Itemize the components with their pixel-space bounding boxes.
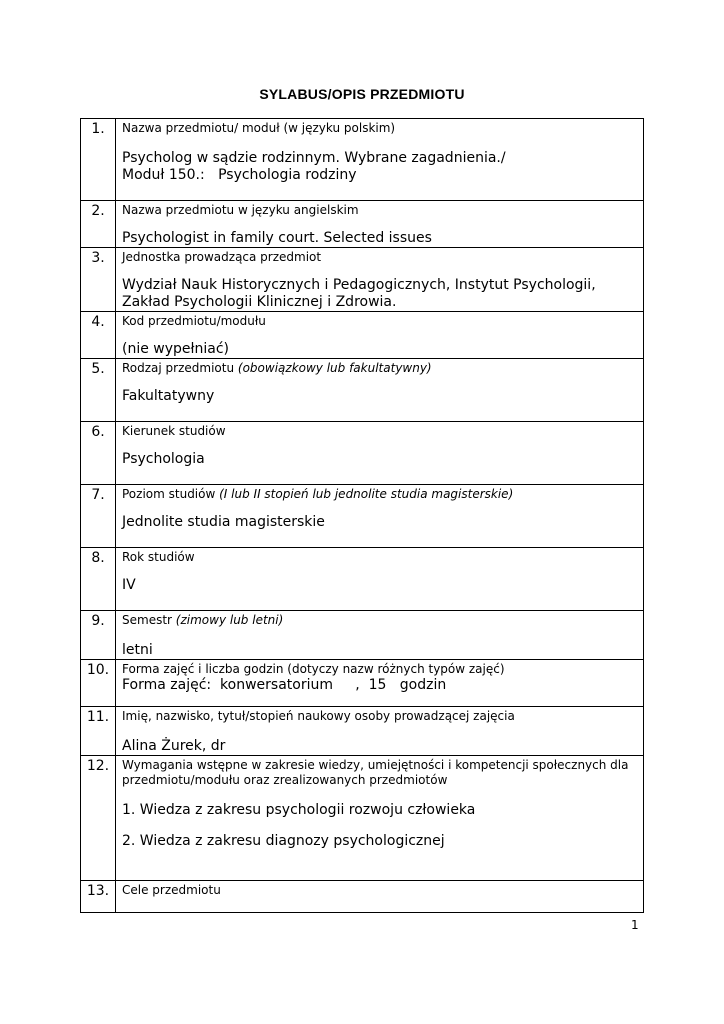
field-label: Semestr (zimowy lub letni): [122, 613, 284, 627]
syllabus-table: [80, 118, 644, 913]
page-number: 1: [631, 918, 639, 932]
row-content: [116, 485, 644, 548]
field-value: Fakultatywny: [122, 388, 215, 404]
table-row: [81, 119, 644, 201]
table-row: [81, 312, 644, 359]
row-content: [116, 707, 644, 756]
table-row: [81, 756, 644, 881]
field-label: Forma zajęć i liczba godzin (dotyczy nazw różnych typów zajęć): [122, 662, 505, 676]
row-number: 10.: [81, 660, 116, 707]
row-content: [116, 359, 644, 422]
row-number: 4.: [81, 312, 116, 359]
row-number: 9.: [81, 611, 116, 660]
field-value: Jednolite studia magisterskie: [122, 514, 325, 530]
table-row: [81, 359, 644, 422]
table-row: [81, 660, 644, 707]
field-value: Psychologia: [122, 451, 205, 467]
table-row: [81, 611, 644, 660]
table-row: [81, 707, 644, 756]
row-content: [116, 660, 644, 707]
table-row: [81, 485, 644, 548]
document-title: SYLABUS/OPIS PRZEDMIOTU: [259, 86, 465, 102]
row-content: [116, 881, 644, 913]
field-label: Nazwa przedmiotu w języku angielskim: [122, 203, 359, 217]
field-label: Jednostka prowadząca przedmiot: [122, 250, 322, 264]
field-value: Moduł 150.: Psychologia rodziny: [122, 167, 357, 183]
row-content: [116, 611, 644, 660]
field-value: Psycholog w sądzie rodzinnym. Wybrane zagadnienia./: [122, 150, 506, 166]
field-label: Nazwa przedmiotu/ moduł (w języku polskim): [122, 121, 396, 135]
field-label: Cele przedmiotu: [122, 883, 221, 897]
table-row: [81, 422, 644, 485]
table-row: [81, 881, 644, 913]
row-content: [116, 248, 644, 312]
row-content: [116, 201, 644, 248]
field-value: 2. Wiedza z zakresu diagnozy psychologicznej: [122, 833, 445, 849]
field-label: Wymagania wstępne w zakresie wiedzy, umiejętności i kompetencji społecznych dla przedmiotu/modułu oraz zrealizowanych przedmiotów: [122, 758, 629, 787]
table-row: [81, 201, 644, 248]
field-value: (nie wypełniać): [122, 341, 230, 357]
field-value: 1. Wiedza z zakresu psychologii rozwoju człowieka: [122, 802, 476, 818]
field-value: IV: [122, 577, 136, 593]
field-label: Rodzaj przedmiotu (obowiązkowy lub fakultatywny): [122, 361, 432, 375]
field-value: Zakład Psychologii Klinicznej i Zdrowia.: [122, 294, 397, 310]
field-label: Kod przedmiotu/modułu: [122, 314, 266, 328]
field-value: Psychologist in family court. Selected issues: [122, 230, 432, 246]
row-number: 12.: [81, 756, 116, 881]
row-number: 11.: [81, 707, 116, 756]
table-row: [81, 248, 644, 312]
row-number: 2.: [81, 201, 116, 248]
row-content: [116, 548, 644, 611]
field-label: Imię, nazwisko, tytuł/stopień naukowy osoby prowadzącej zajęcia: [122, 709, 515, 723]
row-content: [116, 756, 644, 881]
row-content: [116, 312, 644, 359]
field-label: Poziom studiów (I lub II stopień lub jednolite studia magisterskie): [122, 487, 514, 501]
row-content: [116, 422, 644, 485]
row-content: [116, 119, 644, 201]
row-number: 13.: [81, 881, 116, 913]
row-number: 5.: [81, 359, 116, 422]
field-value: Forma zajęć: konwersatorium , 15 godzin: [122, 677, 447, 693]
field-label: Rok studiów: [122, 550, 195, 564]
row-number: 1.: [81, 119, 116, 201]
table-row: [81, 548, 644, 611]
row-number: 8.: [81, 548, 116, 611]
row-number: 7.: [81, 485, 116, 548]
row-number: 3.: [81, 248, 116, 312]
row-number: 6.: [81, 422, 116, 485]
field-label: Kierunek studiów: [122, 424, 226, 438]
field-value: Alina Żurek, dr: [122, 738, 226, 754]
field-value: Wydział Nauk Historycznych i Pedagogicznych, Instytut Psychologii,: [122, 277, 596, 293]
field-value: letni: [122, 642, 153, 658]
